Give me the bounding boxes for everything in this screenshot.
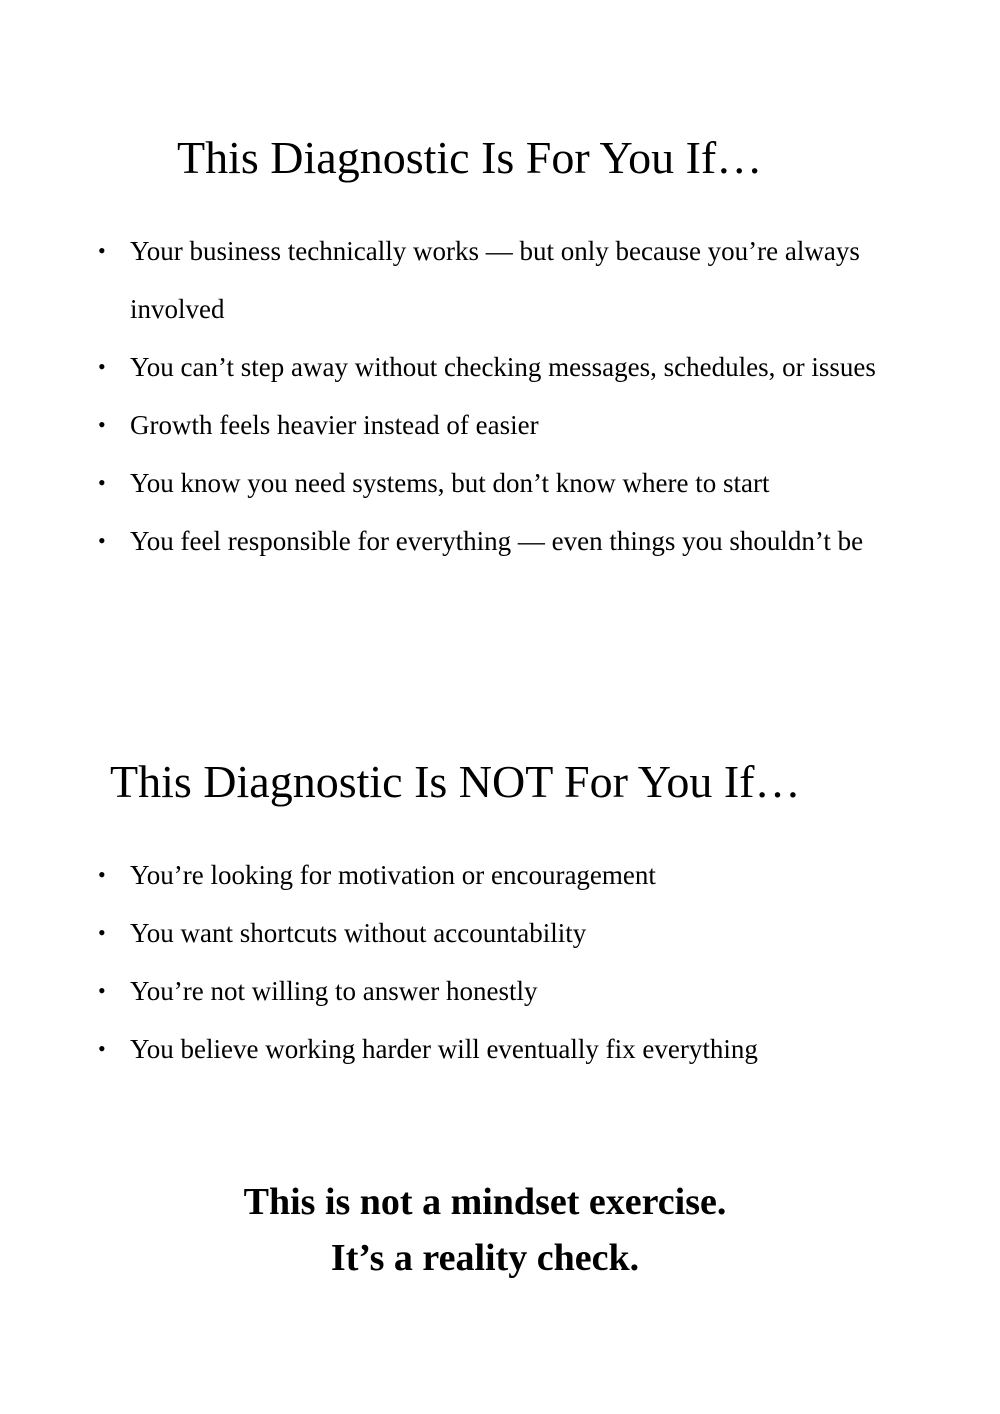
list-item (0, 454, 910, 512)
list-item-text: You’re looking for motivation or encouragement (130, 860, 656, 890)
list-item-text: You can’t step away without checking messages, schedules, or issues (130, 352, 876, 382)
list-item (0, 846, 910, 904)
bullet-icon: • (98, 528, 106, 553)
section-title-not-for: This Diagnostic Is NOT For You If… (110, 756, 801, 807)
list-item (0, 1020, 910, 1078)
closing-line-1: This is not a mindset exercise. (243, 1181, 727, 1223)
closing-line-2: It’s a reality check. (330, 1237, 640, 1279)
list-item-text: You feel responsible for everything — even things you shouldn’t be (130, 526, 864, 556)
bullet-icon: • (98, 862, 106, 887)
section-title-for: This Diagnostic Is For You If… (177, 132, 763, 183)
bullet-icon: • (98, 470, 106, 495)
list-item-text: You’re not willing to answer honestly (130, 976, 538, 1006)
list-item-text: You want shortcuts without accountability (130, 918, 587, 948)
closing-statement (0, 1174, 970, 1286)
bullet-icon: • (98, 978, 106, 1003)
bullet-icon: • (98, 238, 106, 263)
bullet-list-for (0, 222, 1000, 570)
list-item (0, 512, 910, 570)
bullet-list-not-for (0, 846, 1000, 1078)
bullet-icon: • (98, 1036, 106, 1061)
list-item-text: Your business technically works — but only because you’re always involved (130, 236, 860, 324)
list-item (0, 396, 910, 454)
list-item-text: You know you need systems, but don’t know where to start (130, 468, 770, 498)
list-item (0, 904, 910, 962)
list-item (0, 338, 910, 396)
bullet-icon: • (98, 920, 106, 945)
list-item (0, 962, 910, 1020)
list-item-text: Growth feels heavier instead of easier (130, 410, 539, 440)
bullet-icon: • (98, 412, 106, 437)
bullet-icon: • (98, 354, 106, 379)
list-item (0, 222, 910, 338)
list-item-text: You believe working harder will eventually fix everything (130, 1034, 758, 1064)
